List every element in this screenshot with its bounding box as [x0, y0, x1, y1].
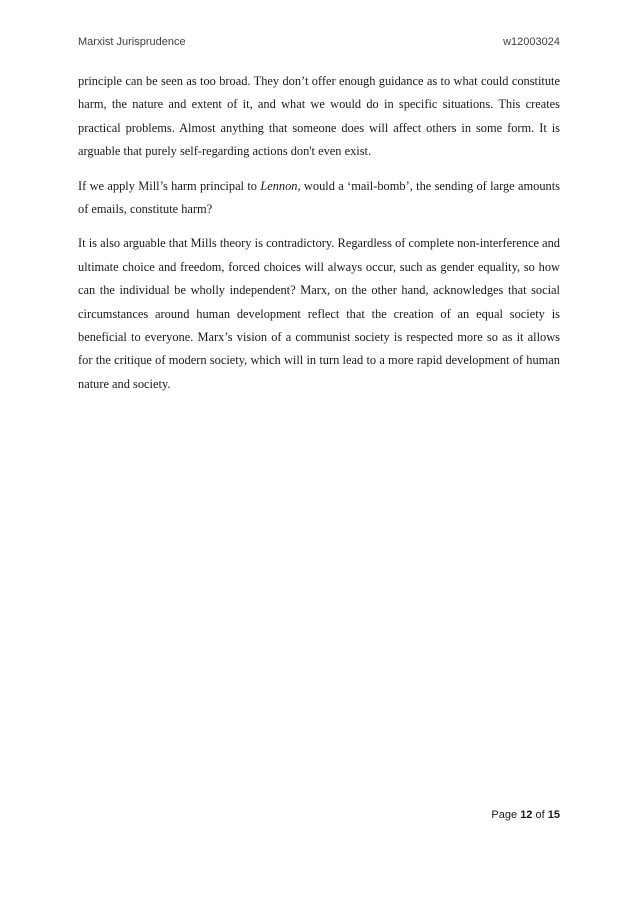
footer-current-page: 12 [520, 809, 533, 821]
paragraph-3: It is also arguable that Mills theory is contradictory. Regardless of complete non-interference and ultimate choice and freedom, forced choices will always occur, such as gender equality, so how can the individual be wholly independent? Marx, on the other hand, acknowledges that social circumstances around human development reflect that the creation of an equal society is beneficial to everyone. Marx’s vision of a communist society is respected more so as it allows for the critique of modern society, which will in turn lead to a more rapid development of human nature and society. [78, 236, 560, 391]
paragraph-2-start: If we apply Mill’s harm principal to [78, 178, 261, 193]
paragraph-2-end: , would a ‘mail-bomb’, the sending of large amounts of emails, constitute harm? [78, 178, 561, 217]
case-name-italic: Lennon [260, 178, 298, 193]
paragraph-2 [78, 175, 560, 222]
header-title: Marxist Jurisprudence [78, 36, 186, 48]
header-student-id: w12003024 [503, 36, 560, 48]
footer-of-word: of [535, 809, 545, 821]
footer-total-pages: 15 [547, 809, 560, 821]
paragraph-1: principle can be seen as too broad. They don’t offer enough guidance as to what could constitute harm, the nature and extent of it, and what we would do in specific situations. This creates practical problems. Almost anything that someone does will affect others in some form. It is arguable that purely self-regarding actions don't even exist. [78, 74, 560, 159]
page-footer [491, 809, 560, 821]
page-header [78, 36, 560, 52]
footer-page-word: Page [491, 809, 518, 821]
body-text [78, 70, 560, 407]
